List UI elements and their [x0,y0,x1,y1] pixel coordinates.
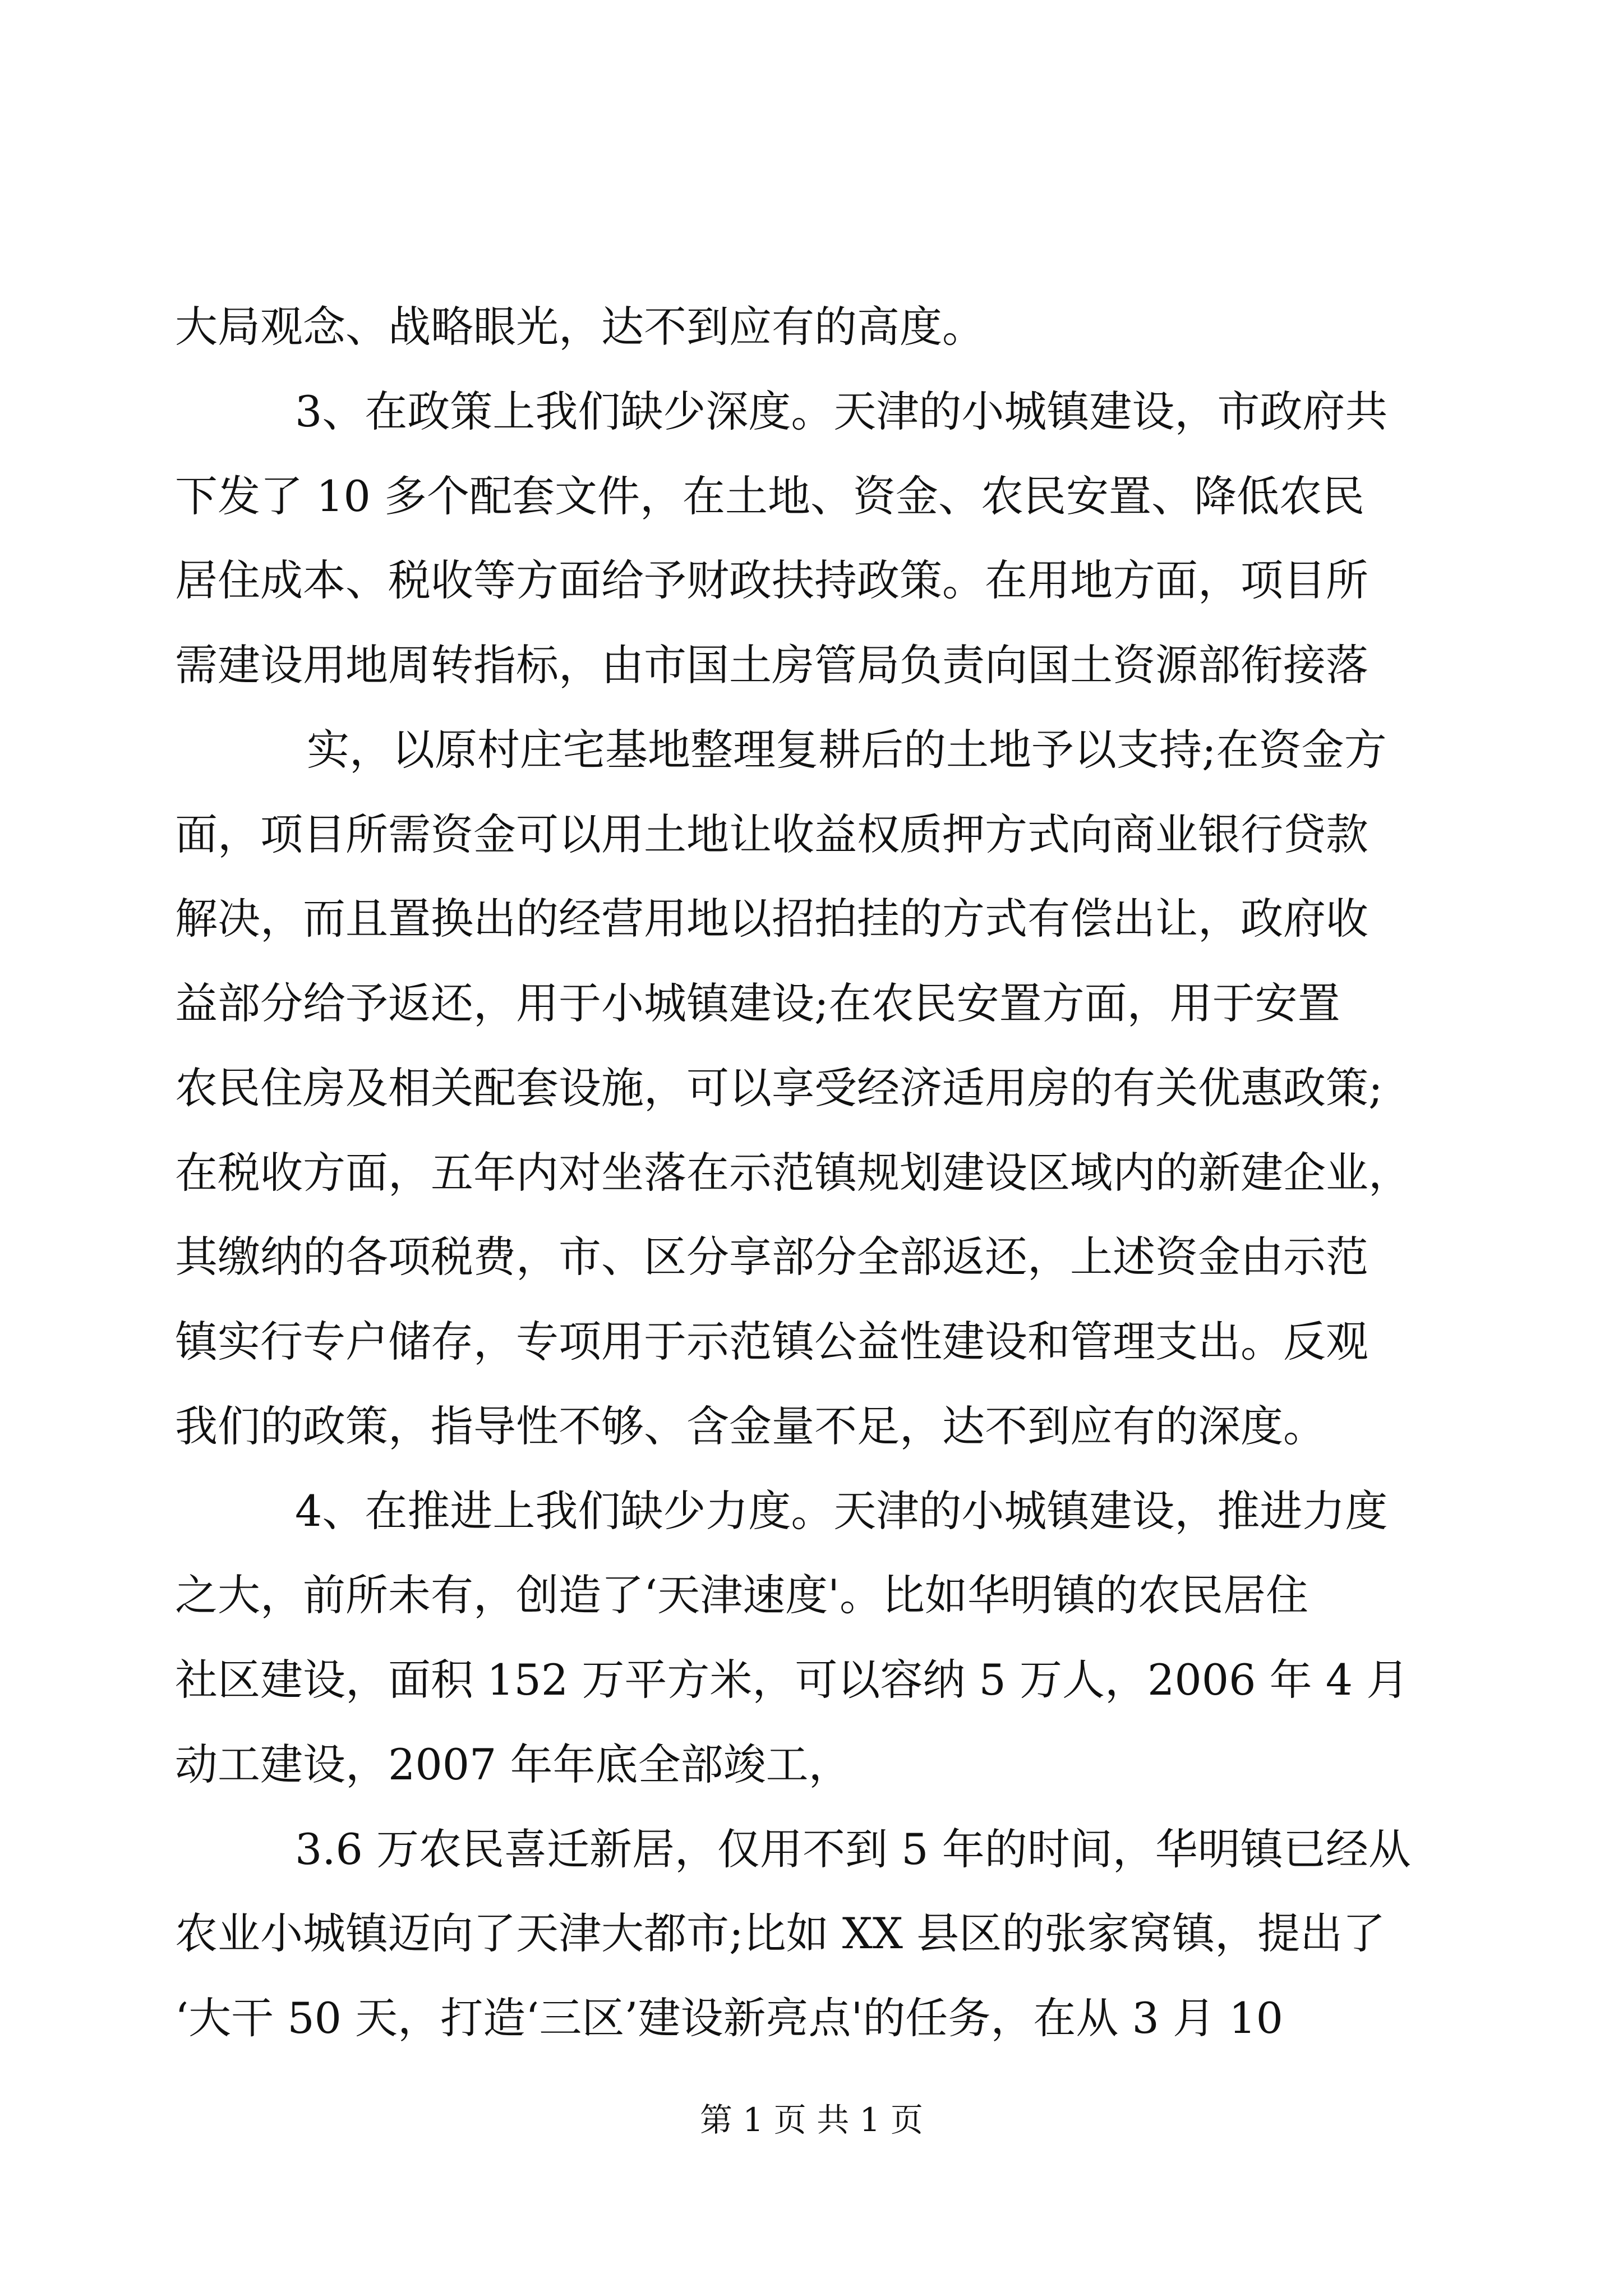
text-line: 我们的政策，指导性不够、含金量不足，达不到应有的深度。 [175,1401,1326,1451]
text-line: 下发了 10 多个配套文件，在土地、资金、农民安置、降低农民 [175,471,1365,521]
text-line: 益部分给予返还，用于小城镇建设;在农民安置方面，用于安置 [175,978,1340,1028]
text-line: 大局观念、战略眼光，达不到应有的高度。 [175,302,985,352]
text-line: 动工建设，2007 年年底全部竣工， [175,1740,851,1789]
text-line: 其缴纳的各项税费，市、区分享部分全部返还，上述资金由示范 [175,1232,1368,1282]
text-line: 农业小城镇迈向了天津大都市;比如 XX 县区的张家窝镇，提出了 [175,1908,1386,1958]
text-line: 实，以原村庄宅基地整理复耕后的土地予以支持;在资金方 [307,725,1387,775]
text-line: 镇实行专户储存，专项用于示范镇公益性建设和管理支出。反观 [175,1317,1368,1366]
text-line: ‘大干 50 天，打造‘三区’建设新亮点'的任务，在从 3 月 10 [175,1993,1283,2043]
text-line: 3.6 万农民喜迁新居，仅用不到 5 年的时间，华明镇已经从 [295,1824,1411,1874]
text-line: 在税收方面，五年内对坐落在示范镇规划建设区域内的新建企业， [175,1148,1411,1198]
text-line: 居住成本、税收等方面给予财政扶持政策。在用地方面，项目所 [175,555,1368,605]
text-line: 农民住房及相关配套设施，可以享受经济适用房的有关优惠政策; [175,1063,1383,1113]
page-footer: 第 1 页 共 1 页 [700,2101,923,2139]
text-line: 需建设用地周转指标，由市国土房管局负责向国土资源部衔接落 [175,640,1368,690]
text-line: 4、在推进上我们缺少力度。天津的小城镇建设，推进力度 [295,1486,1388,1536]
text-line: 3、在政策上我们缺少深度。天津的小城镇建设，市政府共 [295,386,1388,436]
text-line: 面，项目所需资金可以用土地让收益权质押方式向商业银行贷款 [175,809,1368,859]
text-line: 之大，前所未有，创造了‘天津速度'。比如华明镇的农民居住 [175,1570,1309,1620]
text-line: 社区建设，面积 152 万平方米，可以容纳 5 万人，2006 年 4 月 [175,1655,1409,1705]
text-line: 解决，而且置换出的经营用地以招拍挂的方式有偿出让，政府收 [175,894,1368,944]
